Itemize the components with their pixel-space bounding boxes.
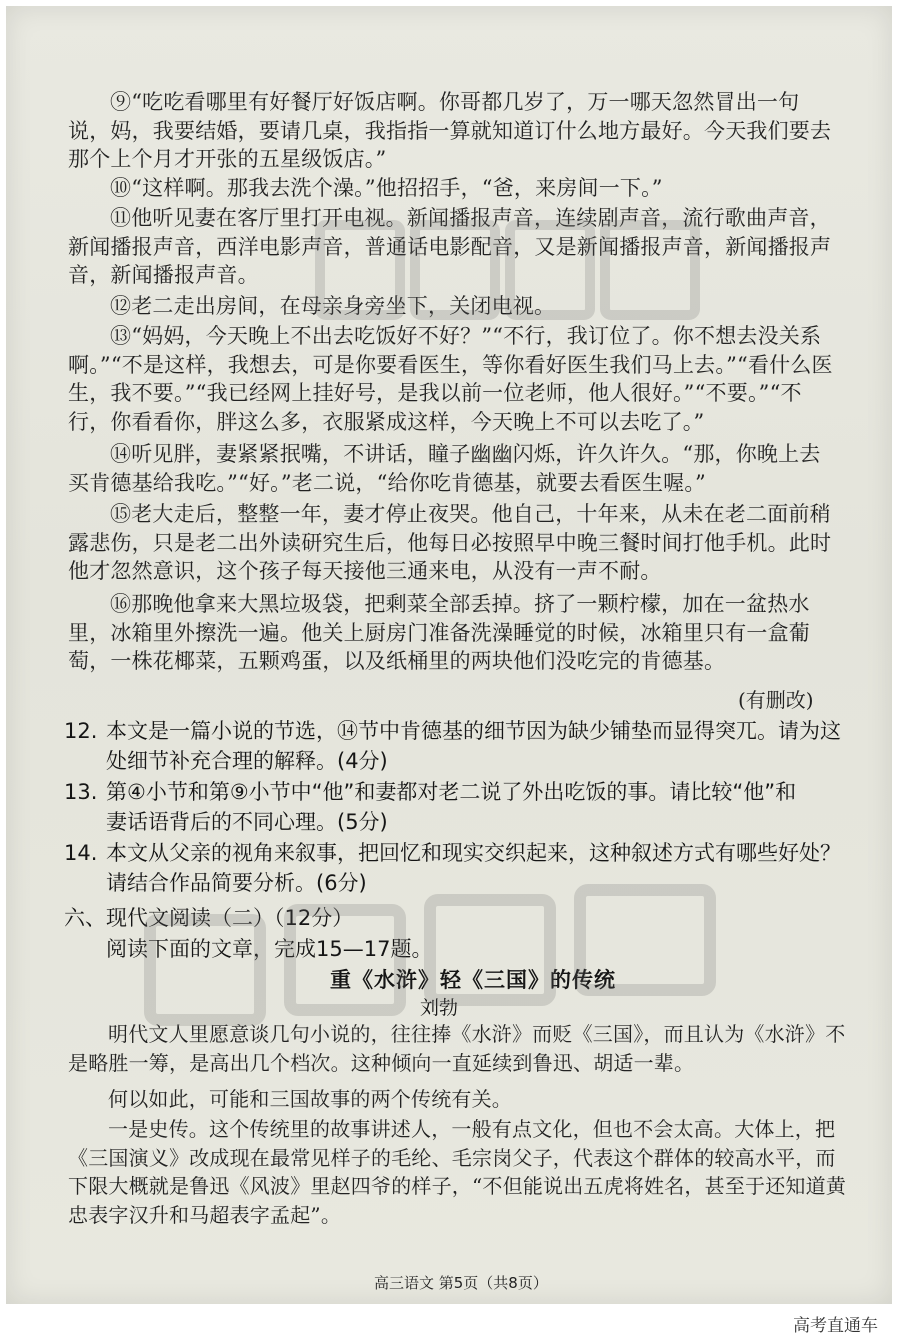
article-author: 刘勃 <box>420 997 459 1019</box>
section-heading: 六、现代文阅读（二）（12分） <box>64 906 354 930</box>
paragraph-9: ⑨“吃吃看哪里有好餐厅好饭店啊。你哥都几岁了，万一哪天忽然冒出一句说，妈，我要结婚，要请几桌，我指指一算就知道订什么地方最好。今天我们要去那个上个月才开张的五星级饭店。” <box>68 90 832 172</box>
source-note: (有删改) <box>738 688 814 712</box>
question-text: 本文从父亲的视角来叙事，把回忆和现实交织起来，这种叙述方式有哪些好处？ <box>106 841 841 865</box>
site-badge: 高考直通车 <box>793 1316 878 1336</box>
question-text-continued: 妻话语背后的不同心理。(5分) <box>106 810 388 834</box>
question-number: 14. <box>64 841 98 865</box>
paragraph-12: ⑫老二走出房间，在母亲身旁坐下，关闭电视。 <box>110 294 556 318</box>
paragraph-13: ⑬“妈妈，今天晚上不出去吃饭好不好？”“不行，我订位了。你不想去没关系啊。”“不是这样，我想去，可是你要看医生，等你看好医生我们马上去。”“看什么医生，我不要。”“我已经网上挂好号，是我以前一位老师，他人很好。”“不要。”“不行，你看看你，胖这么多，衣服紧成这样，今天晚上不可以去吃了。” <box>68 324 833 434</box>
question-number: 12. <box>64 719 98 743</box>
article-paragraph-3: 一是史传。这个传统里的故事讲述人，一般有点文化，但也不会太高。大体上，把《三国演义》改成现在最常见样子的毛纶、毛宗岗父子，代表这个群体的较高水平，而下限大概就是鲁迅《风波》里赵四爷的样子，“不但能说出五虎将姓名，甚至于还知道黄忠表字汉升和马超表字孟起”。 <box>68 1117 847 1227</box>
article-title: 重《水浒》轻《三国》的传统 <box>330 968 616 992</box>
paragraph-14: ⑭听见胖，妻紧紧抿嘴，不讲话，瞳子幽幽闪烁，许久许久。“那，你晚上去买肯德基给我吃。”“好。”老二说，“给你吃肯德基，就要去看医生喔。” <box>68 442 821 495</box>
question-text: 第④小节和第⑨小节中“他”和妻都对老二说了外出吃饭的事。请比较“他”和 <box>106 780 797 804</box>
question-text: 本文是一篇小说的节选，⑭节中肯德基的细节因为缺少铺垫而显得突兀。请为这 <box>106 719 841 743</box>
paragraph-10: ⑩“这样啊。那我去洗个澡。”他招招手，“爸，来房间一下。” <box>110 176 663 200</box>
question-number: 13. <box>64 780 98 804</box>
paragraph-11: ⑪他听见妻在客厅里打开电视。新闻播报声音，连续剧声音，流行歌曲声音，新闻播报声音，西洋电影声音，普通话电影配音，又是新闻播报声音，新闻播报声音，新闻播报声音。 <box>68 206 832 288</box>
paragraph-15: ⑮老大走后，整整一年，妻才停止夜哭。他自己，十年来，从未在老二面前稍露悲伤，只是老二出外读研究生后，他每日必按照早中晚三餐时间打他手机。此时他才忽然意识，这个孩子每天接他三通来电，从没有一声不耐。 <box>68 502 832 584</box>
question-14 <box>64 838 854 898</box>
question-12 <box>64 716 854 776</box>
question-text-continued: 请结合作品简要分析。(6分) <box>106 871 367 895</box>
page-footer: 高三语文 第5页（共8页） <box>374 1274 548 1292</box>
paragraph-16: ⑯那晚他拿来大黑垃圾袋，把剩菜全部丢掉。挤了一颗柠檬，加在一盆热水里，冰箱里外擦洗一遍。他关上厨房门准备洗澡睡觉的时候，冰箱里只有一盒葡萄，一株花椰菜，五颗鸡蛋，以及纸桶里的两块他们没吃完的肯德基。 <box>68 592 810 674</box>
question-text-continued: 处细节补充合理的解释。(4分) <box>106 749 388 773</box>
section-instruction: 阅读下面的文章，完成15—17题。 <box>106 937 433 961</box>
article-paragraph-1: 明代文人里愿意谈几句小说的，往往捧《水浒》而贬《三国》，而且认为《水浒》不是略胜一筹，是高出几个档次。这种倾向一直延续到鲁迅、胡适一辈。 <box>68 1022 846 1075</box>
article-paragraph-2: 何以如此，可能和三国故事的两个传统有关。 <box>108 1087 512 1111</box>
question-13 <box>64 777 854 837</box>
